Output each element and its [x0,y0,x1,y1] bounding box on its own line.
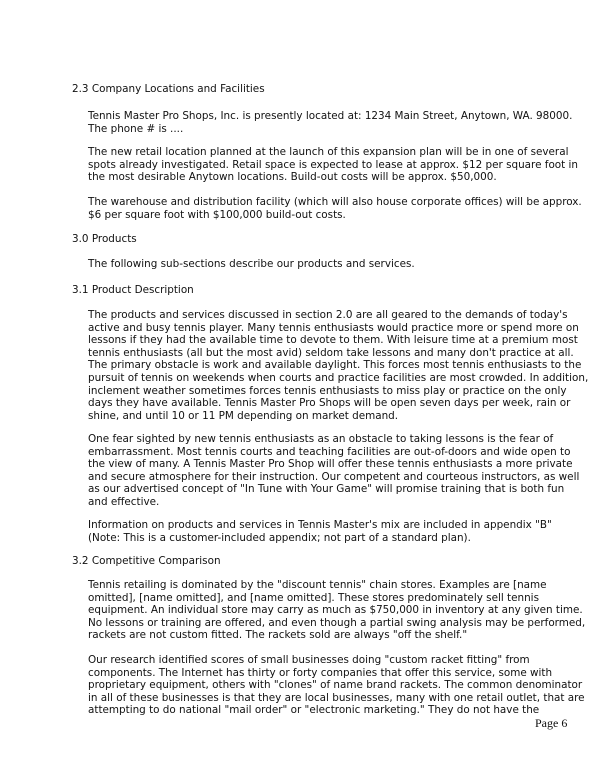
section-heading-3-1: 3.1 Product Description [72,284,194,296]
text-line: attempting to do national "mail order" or "electronic marketing." They do not have the [88,704,540,717]
text-line: No lessons or training are offered, and even though a partial swing analysis may be performed, [88,616,586,629]
text-line: as our advertised concept of "In Tune with Your Game" will promise training that is both fun [88,483,565,496]
paragraph-3-0-1 [88,258,568,271]
text-line: Our research identified scores of small businesses doing "custom racket fitting" from [88,654,530,666]
paragraph-3-2-1 [88,579,586,642]
text-line: Tennis Master Pro Shops, Inc. is presently located at: 1234 Main Street, Anytown, WA. 98000. [88,110,573,122]
text-line: and effective. [88,495,160,508]
section-heading-3-2: 3.2 Competitive Comparison [72,555,221,567]
text-line: One fear sighted by new tennis enthusiasts as an obstacle to taking lessons is the fear of [88,433,554,445]
paragraph-2-3-3 [88,196,582,221]
paragraph-2-3-1 [88,110,573,135]
text-line: rackets are not custom fitted. The rackets sold are always "off the shelf." [88,629,468,642]
text-line: embarrassment. Most tennis courts and teaching facilities are out-of-doors and wide open to [88,445,571,458]
paragraph-3-1-1 [88,309,589,422]
text-line: Tennis retailing is dominated by the "discount tennis" chain stores. Examples are [name [88,579,547,591]
text-line: the view of many. A Tennis Master Pro Shop will offer these tennis enthusiasts a more private [88,458,573,471]
text-line: The primary obstacle is work and available daylight. This forces most tennis enthusiasts to the [88,359,582,372]
section-heading-2-3: 2.3 Company Locations and Facilities [72,83,265,95]
paragraph-3-1-3 [88,519,568,544]
text-line: active and busy tennis player. Many tennis enthusiasts would practice more or spend more on [88,321,579,334]
text-line: shine, and until 10 or 11 PM depending on market demand. [88,409,399,422]
text-line: equipment. An individual store may carry as much as $750,000 in inventory at any given time. [88,604,583,617]
text-line: proprietary equipment, others with "clones" of name brand rackets. The common denominator [88,679,583,692]
text-line: Information on products and services in Tennis Master's mix are included in appendix "B" [88,519,552,531]
text-line: lessons if they had the available time to devote to them. With leisure time at a premium most [88,334,578,347]
text-line: components. The Internet has thirty or forty companies that offer this service, some with [88,666,553,679]
text-line: in all of these businesses is that they are local businesses, many with one retail outlet, that are [88,691,585,704]
paragraph-3-1-2 [88,433,580,509]
paragraph-3-2-2 [88,654,585,717]
section-heading-3-0: 3.0 Products [72,233,137,245]
text-line: pursuit of tennis on weekends when courts and practice facilities are most crowded. In addition, [88,371,589,384]
text-line: The new retail location planned at the launch of this expansion plan will be in one of several [88,146,569,158]
text-line: The warehouse and distribution facility (which will also house corporate offices) will be approx. [88,196,582,208]
text-line: the most desirable Anytown locations. Build-out costs will be approx. $50,000. [88,171,497,184]
text-line: The products and services discussed in section 2.0 are all geared to the demands of today's [88,309,568,321]
text-line: inclement weather sometimes forces tennis enthusiasts to miss play or practice on the only [88,384,567,397]
text-line: spots already investigated. Retail space is expected to lease at approx. $12 per square foot in [88,158,579,171]
text-line: tennis enthusiasts (all but the most avid) seldom take lessons and many don't practice at all. [88,346,574,359]
text-line: and secure atmosphere for their instruction. Our competent and courteous instructors, as well [88,470,580,483]
paragraph-2-3-2 [88,146,579,184]
text-line: days they have available. Tennis Master Pro Shops will be open seven days per week, rain or [88,397,571,410]
text-line: (Note: This is a customer-included appendix; not part of a standard plan). [88,531,471,544]
text-line: omitted], [name omitted], and [name omitted]. These stores predominately sell tennis [88,591,539,604]
text-line: The following sub-sections describe our products and services. [88,258,415,270]
text-line: $6 per square foot with $100,000 build-out costs. [88,208,346,221]
page-number: Page 6 [535,716,568,730]
text-line: The phone # is .... [88,122,184,135]
